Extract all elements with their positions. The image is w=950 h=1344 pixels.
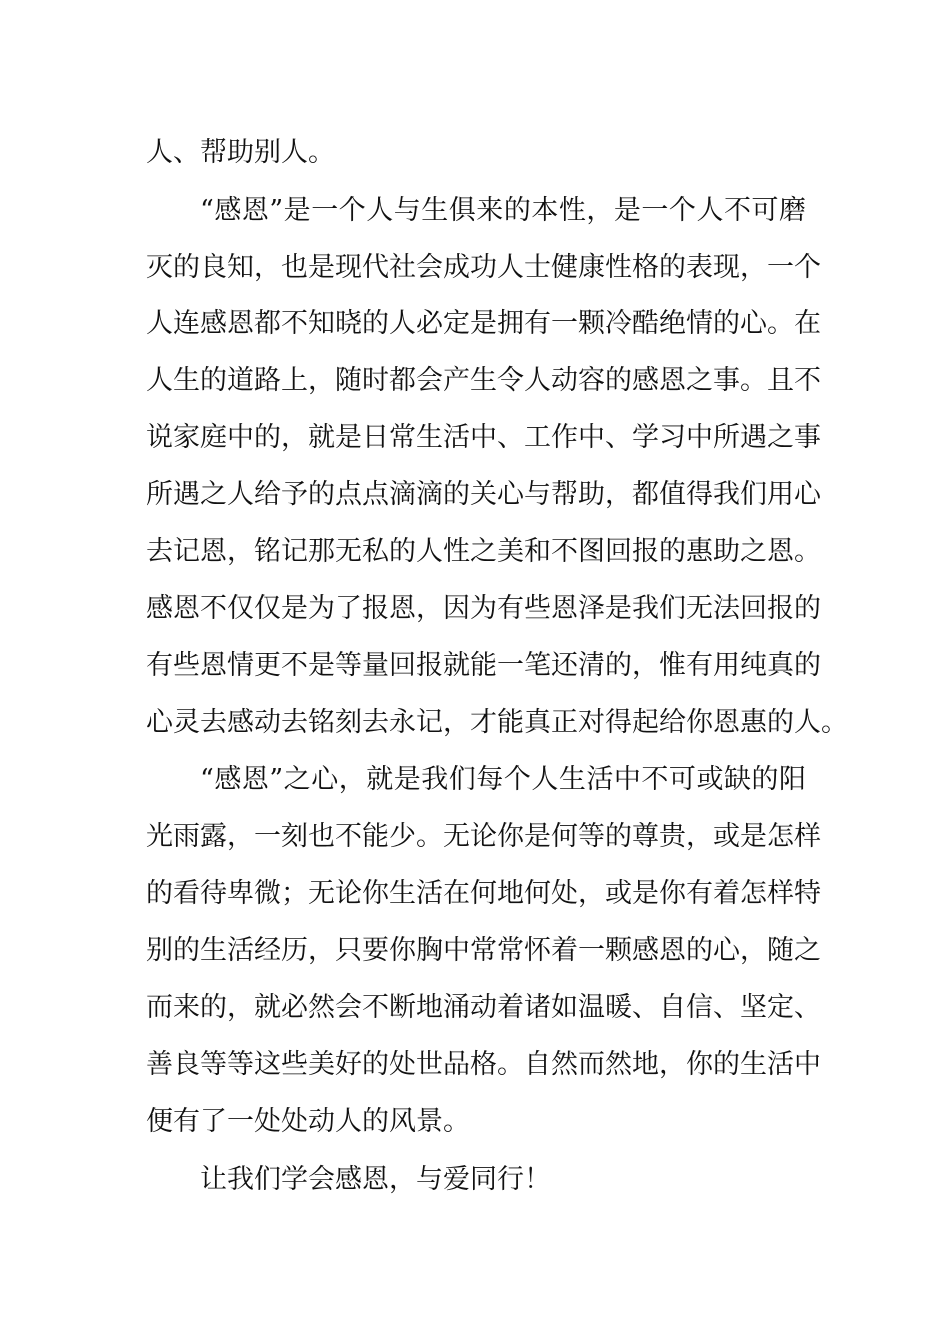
paragraph-start-line: “感恩”是一个人与生俱来的本性，是一个人不可磨 [200, 195, 806, 226]
text-line-13: 光雨露，一刻也不能少。无论你是何等的尊贵，或是怎样 [146, 821, 821, 852]
text-line-1: 人、帮助别人。 [146, 137, 335, 168]
text-line-10: 有些恩情更不是等量回报就能一笔还清的，惟有用纯真的 [146, 650, 821, 681]
text-line-16: 而来的，就必然会不断地涌动着诸如温暖、自信、坚定、 [146, 992, 821, 1023]
text-line-6: 说家庭中的，就是日常生活中、工作中、学习中所遇之事 [146, 422, 821, 453]
text-line-11: 心灵去感动去铭刻去永记，才能真正对得起给你恩惠的人。 [146, 707, 848, 738]
text-line-15: 别的生活经历，只要你胸中常常怀着一颗感恩的心，随之 [146, 935, 821, 966]
text-line-14: 的看待卑微；无论你生活在何地何处，或是你有着怎样特 [146, 878, 821, 909]
paragraph-start-line: “感恩”之心，就是我们每个人生活中不可或缺的阳 [200, 764, 806, 795]
text-line-8: 去记恩，铭记那无私的人性之美和不图回报的惠助之恩。 [146, 536, 821, 567]
text-line-4: 人连感恩都不知晓的人必定是拥有一颗冷酷绝情的心。在 [146, 308, 821, 339]
text-line-18: 便有了一处处动人的风景。 [146, 1106, 470, 1137]
text-line-7: 所遇之人给予的点点滴滴的关心与帮助，都值得我们用心 [146, 479, 821, 510]
text-line-17: 善良等等这些美好的处世品格。自然而然地，你的生活中 [146, 1049, 821, 1080]
text-line-5: 人生的道路上，随时都会产生令人动容的感恩之事。且不 [146, 365, 821, 396]
text-line-3: 灭的良知，也是现代社会成功人士健康性格的表现，一个 [146, 252, 821, 283]
closing-line: 让我们学会感恩，与爱同行！ [200, 1164, 551, 1195]
text-line-9: 感恩不仅仅是为了报恩，因为有些恩泽是我们无法回报的 [146, 593, 821, 624]
